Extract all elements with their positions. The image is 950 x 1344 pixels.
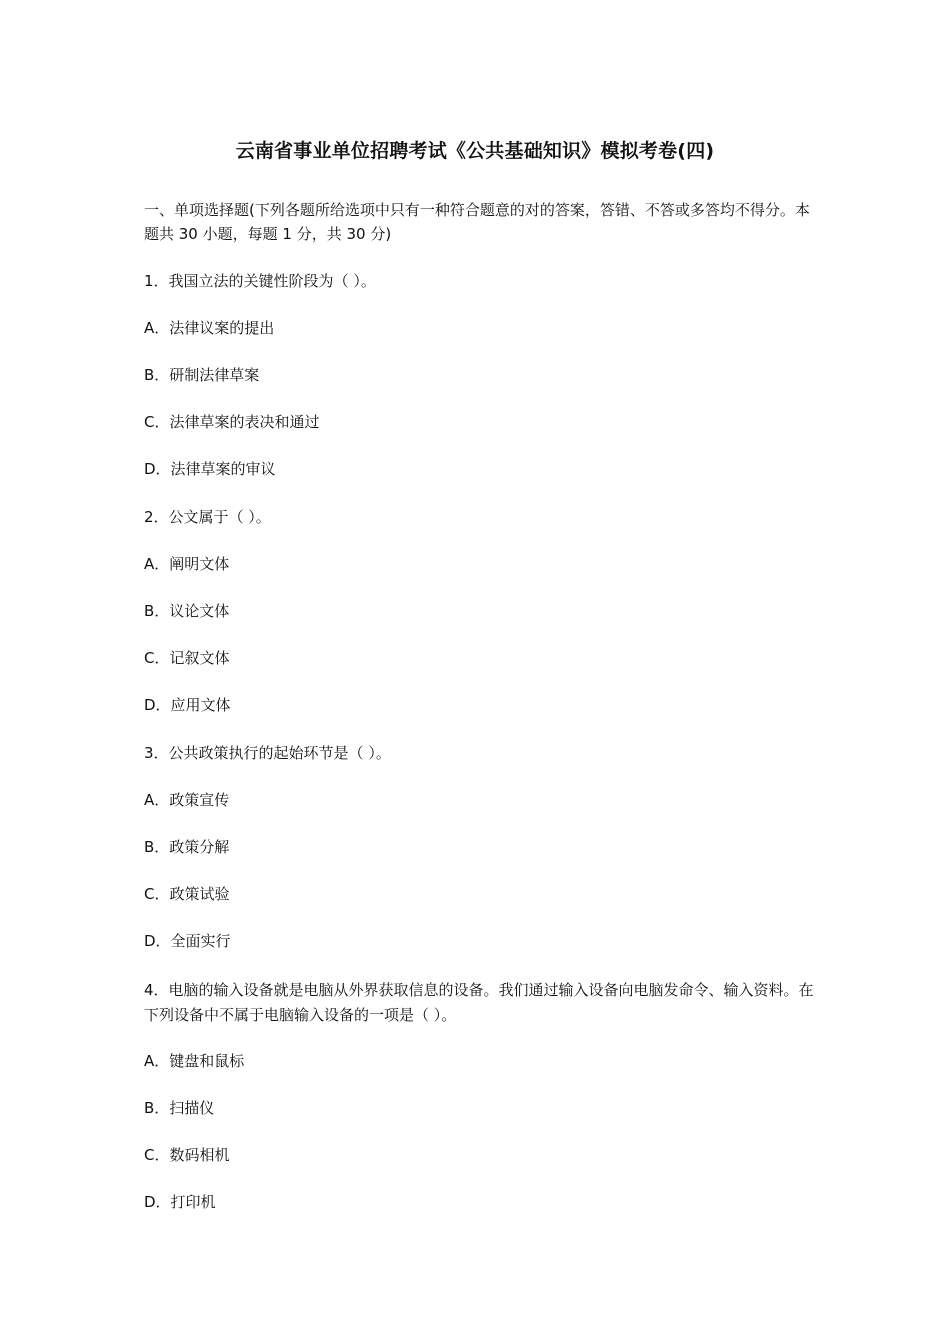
answer-option: C．数码相机 xyxy=(144,1146,230,1164)
answer-option: C．政策试验 xyxy=(144,885,230,903)
section-heading: 一、单项选择题(下列各题所给选项中只有一种符合题意的对的答案，答错、不答或多答均不得分。本题共 30 小题，每题 1 分，共 30 分) xyxy=(144,201,810,243)
answer-option: A．阐明文体 xyxy=(144,555,230,573)
answer-option: D．全面实行 xyxy=(144,932,231,950)
answer-option: D．应用文体 xyxy=(144,696,231,714)
answer-option: B．政策分解 xyxy=(144,838,230,856)
answer-option: C．法律草案的表决和通过 xyxy=(144,413,320,431)
answer-option: B．研制法律草案 xyxy=(144,366,260,384)
question-stem: 4．电脑的输入设备就是电脑从外界获取信息的设备。我们通过输入设备向电脑发命令、输入资料。在下列设备中不属于电脑输入设备的一项是（ ）。 xyxy=(144,981,814,1024)
answer-option: A．政策宣传 xyxy=(144,791,230,809)
answer-option: D．打印机 xyxy=(144,1193,216,1211)
answer-option: D．法律草案的审议 xyxy=(144,460,276,478)
question-stem: 2．公文属于（ ）。 xyxy=(144,508,271,526)
answer-option: B．扫描仪 xyxy=(144,1099,215,1117)
answer-option: C．记叙文体 xyxy=(144,649,230,667)
answer-option: A．键盘和鼠标 xyxy=(144,1052,245,1070)
question-stem: 1．我国立法的关键性阶段为（ ）。 xyxy=(144,272,376,290)
answer-option: B．议论文体 xyxy=(144,602,230,620)
answer-option: A．法律议案的提出 xyxy=(144,319,275,337)
page-title: 云南省事业单位招聘考试《公共基础知识》模拟考卷(四) xyxy=(235,140,715,162)
question-stem: 3．公共政策执行的起始环节是（ ）。 xyxy=(144,744,391,762)
